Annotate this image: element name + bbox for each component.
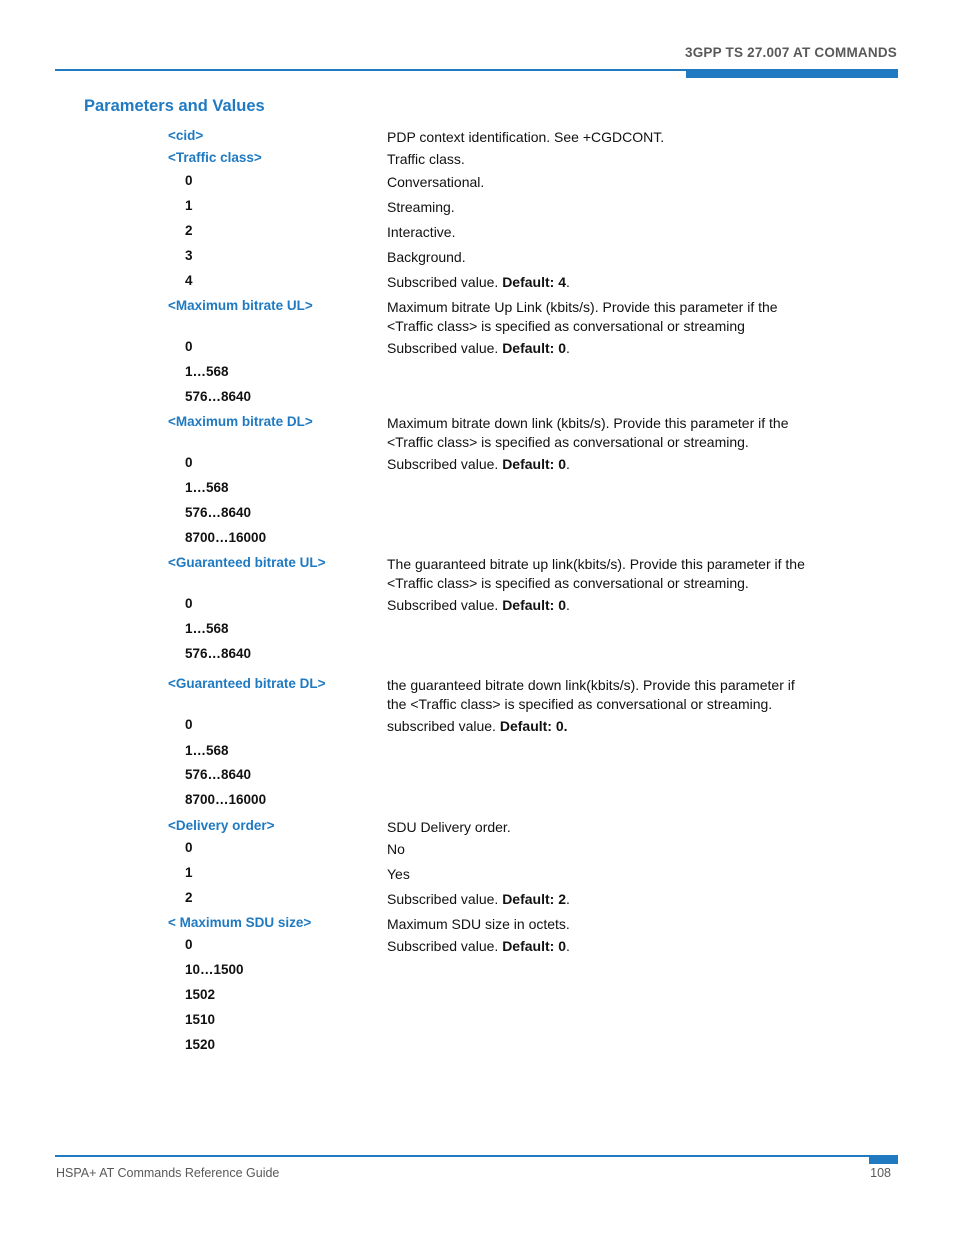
parameter-name: <Guaranteed bitrate UL> bbox=[168, 555, 326, 570]
description-tail: . bbox=[565, 274, 570, 290]
footer-rule bbox=[55, 1155, 898, 1157]
default-value: Default: 0 bbox=[502, 340, 566, 356]
parameter-description bbox=[387, 298, 817, 336]
parameter-value: 3 bbox=[185, 248, 193, 263]
description-text: Maximum bitrate Up Link (kbits/s). Provide this parameter if the <Traffic class> is specified as conversational or streaming bbox=[387, 299, 778, 334]
parameter-value: 1 bbox=[185, 198, 193, 213]
footer-page-number: 108 bbox=[870, 1166, 891, 1180]
description-text: Traffic class. bbox=[387, 151, 465, 167]
parameter-value: 0 bbox=[185, 717, 193, 732]
parameter-description bbox=[387, 818, 817, 837]
description-text: Subscribed value. bbox=[387, 597, 503, 613]
default-value: Default: 0 bbox=[502, 597, 566, 613]
parameter-description bbox=[387, 150, 817, 169]
parameter-description bbox=[387, 555, 817, 593]
description-text: Streaming. bbox=[387, 199, 455, 215]
description-tail: . bbox=[565, 597, 570, 613]
description-text: No bbox=[387, 841, 405, 857]
description-tail: . bbox=[565, 938, 570, 954]
parameter-description bbox=[387, 273, 817, 292]
description-text: the guaranteed bitrate down link(kbits/s). Provide this parameter if the <Traffic class> is specified as conversational or streaming. bbox=[387, 677, 795, 712]
description-text: Subscribed value. bbox=[387, 274, 503, 290]
parameter-value: 8700…16000 bbox=[185, 792, 267, 807]
parameter-name: <Delivery order> bbox=[168, 818, 275, 833]
parameter-description bbox=[387, 676, 817, 714]
parameter-description bbox=[387, 173, 817, 192]
description-tail: . bbox=[565, 891, 570, 907]
parameter-name: <cid> bbox=[168, 128, 204, 143]
parameter-value: 576…8640 bbox=[185, 767, 252, 782]
default-value: Default: 0 bbox=[502, 938, 566, 954]
parameter-value: 10…1500 bbox=[185, 962, 244, 977]
parameter-value: 1…568 bbox=[185, 364, 229, 379]
parameter-value: 1…568 bbox=[185, 480, 229, 495]
parameter-name: <Maximum bitrate DL> bbox=[168, 414, 313, 429]
footer-accent-bar bbox=[869, 1155, 898, 1164]
parameter-description bbox=[387, 840, 817, 859]
parameter-value: 576…8640 bbox=[185, 505, 252, 520]
parameter-value: 1502 bbox=[185, 987, 216, 1002]
parameter-value: 576…8640 bbox=[185, 646, 252, 661]
parameter-value: 0 bbox=[185, 339, 193, 354]
description-text: Yes bbox=[387, 866, 410, 882]
parameter-description bbox=[387, 128, 817, 147]
description-text: PDP context identification. See +CGDCONT. bbox=[387, 129, 665, 145]
parameter-value: 1 bbox=[185, 865, 193, 880]
parameter-name: <Traffic class> bbox=[168, 150, 262, 165]
parameter-value: 1520 bbox=[185, 1037, 216, 1052]
footer-doc-title: HSPA+ AT Commands Reference Guide bbox=[56, 1166, 280, 1180]
parameter-description bbox=[387, 223, 817, 242]
parameter-value: 1…568 bbox=[185, 621, 229, 636]
default-value: Default: 4 bbox=[502, 274, 566, 290]
description-text: Subscribed value. bbox=[387, 456, 503, 472]
parameter-description bbox=[387, 596, 817, 615]
parameter-value: 8700…16000 bbox=[185, 530, 267, 545]
parameter-name: <Guaranteed bitrate DL> bbox=[168, 676, 326, 691]
parameter-description bbox=[387, 198, 817, 217]
description-text: Subscribed value. bbox=[387, 891, 503, 907]
parameter-value: 0 bbox=[185, 596, 193, 611]
parameter-value: 0 bbox=[185, 173, 193, 188]
default-value: Default: 0 bbox=[502, 456, 566, 472]
description-text: SDU Delivery order. bbox=[387, 819, 511, 835]
description-text: Background. bbox=[387, 249, 466, 265]
parameter-description bbox=[387, 717, 817, 736]
parameter-description bbox=[387, 339, 817, 358]
description-text: Conversational. bbox=[387, 174, 485, 190]
description-text: Maximum bitrate down link (kbits/s). Provide this parameter if the <Traffic class> is specified as conversational or streaming. bbox=[387, 415, 789, 450]
parameter-description bbox=[387, 937, 817, 956]
default-value: Default: 0. bbox=[499, 718, 568, 734]
parameter-value: 0 bbox=[185, 455, 193, 470]
parameter-description bbox=[387, 890, 817, 909]
description-text: Subscribed value. bbox=[387, 938, 503, 954]
parameter-value: 0 bbox=[185, 937, 193, 952]
description-text: Maximum SDU size in octets. bbox=[387, 916, 570, 932]
parameter-description bbox=[387, 414, 817, 452]
description-text: subscribed value. bbox=[387, 718, 500, 734]
parameter-name: < Maximum SDU size> bbox=[168, 915, 312, 930]
section-title: Parameters and Values bbox=[84, 97, 265, 115]
description-tail: . bbox=[565, 456, 570, 472]
description-tail: . bbox=[565, 340, 570, 356]
header-accent-bar bbox=[686, 69, 898, 78]
parameter-value: 1…568 bbox=[185, 743, 229, 758]
parameter-value: 2 bbox=[185, 223, 193, 238]
parameter-name: <Maximum bitrate UL> bbox=[168, 298, 313, 313]
parameter-value: 2 bbox=[185, 890, 193, 905]
parameter-description bbox=[387, 915, 817, 934]
description-text: Subscribed value. bbox=[387, 340, 503, 356]
parameter-description bbox=[387, 248, 817, 267]
description-text: The guaranteed bitrate up link(kbits/s). Provide this parameter if the <Traffic class> is specified as conversational or streaming. bbox=[387, 556, 805, 591]
default-value: Default: 2 bbox=[502, 891, 566, 907]
parameter-value: 576…8640 bbox=[185, 389, 252, 404]
parameter-value: 1510 bbox=[185, 1012, 216, 1027]
parameter-description bbox=[387, 865, 817, 884]
running-header-title: 3GPP TS 27.007 AT COMMANDS bbox=[684, 45, 897, 60]
description-text: Interactive. bbox=[387, 224, 456, 240]
parameter-description bbox=[387, 455, 817, 474]
parameter-value: 0 bbox=[185, 840, 193, 855]
parameter-value: 4 bbox=[185, 273, 193, 288]
